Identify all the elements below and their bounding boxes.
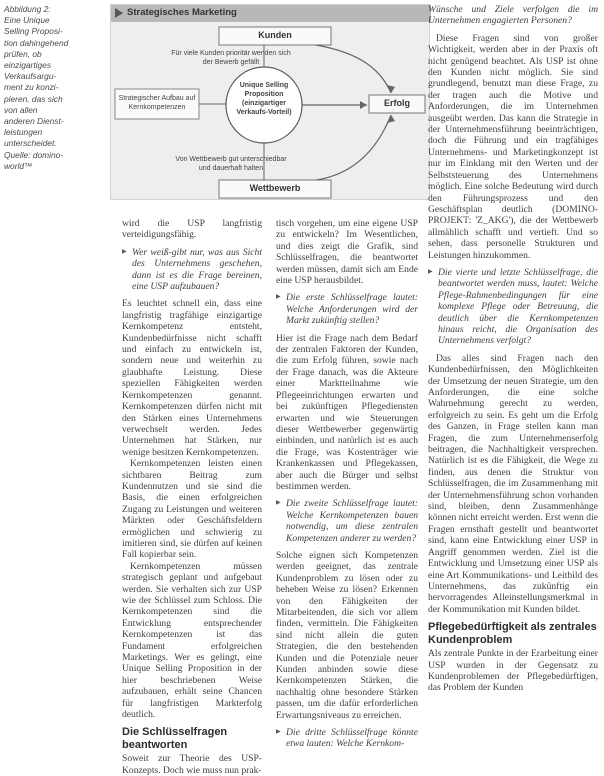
arrow-kunden-erfolg — [316, 45, 391, 93]
caption-line: pieren, das sich — [4, 93, 63, 104]
caption-line: world™ — [4, 160, 33, 171]
paragraph: Diese Fragen sind von großer Wichtigkeit, werden aber in der Praxis oft nicht genügend beachtet. Als USP ist ohne den Kunden nicht möglich. Sie sind grundlegend, benutzt man diese Frage, zu der tragen auch die Motive und Anforderungen, die im Unternehmen ausgeübt werden. Das kann die Strategie in der Unternehmensführung beeinträchtigen, doch die Führung und ein tragfähiges Unternehmens- und Marketingkonzept ist nur im Einklang mit den Werten und der Selbststeuerung des Unternehmens möglich. Eine solche Bedeutung wird durch den Führungsprozess und den Geschäftsplan deutlich (DOMINO-PROJEKT: 'Z_AKG'), die der Wettbewerb allmählich schafft und vertieft. Und so sehen, dass personelle Strukturen und Leistungen hinzukommen. — [428, 32, 598, 261]
paragraph: wird die USP langfristig verteidigungsfähig. — [122, 218, 262, 241]
bullet-question: ▶ Wer weiß-gibt nur, was aus Sicht des Unternehmens geschehen, dann ist es die Frage bereinen, eine USP aufzubauen? — [122, 247, 262, 293]
caption-line: leistungen — [4, 127, 43, 138]
diagram-title: Strategisches Marketing — [127, 7, 237, 18]
column-1 — [122, 218, 262, 776]
section-heading: Pflegebedürftigkeit als zentrales Kundenproblem — [428, 621, 597, 646]
kunden-label: Kunden — [258, 30, 292, 40]
arrowhead — [387, 85, 395, 93]
caption-line: prüfen, ob — [4, 48, 42, 59]
caption-line: tion dahingehend — [4, 37, 69, 48]
bottom-note: Von Wettbewerb gut unterschiedbar und dauerhaft halten — [175, 156, 287, 172]
caption-line: Eine Unique — [4, 15, 50, 26]
paragraph: tisch vorgehen, um eine eigene USP zu entwickeln? Im Wesentlichen, und dies zeigt die Grafik, sind Schlüsselfragen, die beantwortet werden müssen, damit sich am Ende eine USP herausbildet. — [276, 218, 418, 287]
caption-line: Abbildung 2: — [4, 4, 51, 14]
paragraph: Als zentrale Punkte in der Erarbeitung einer USP wurden in der Gegensatz zu Kundenproblemen der Pflegebedürftigen, das Problem der Kunden — [428, 648, 598, 694]
usp-diagram — [110, 4, 430, 200]
top-note: Für viele Kunden prioritär wenden sich der Bewerb gefällt — [171, 50, 291, 66]
bullet-question: ▶ Die zweite Schlüsselfrage lautet: Welche Kernkompetenzen bauen notwendig, um diese zentralen Kompetenzen anderer zu werden? — [276, 498, 418, 544]
paragraph: Es leuchtet schnell ein, dass eine langfristig tragfähige einzigartige Kernkompetenz entsteht, Kundenbedürfnisse nicht schafft und einfach zu entwickeln ist, sondern neue und weiterhin zu glaubhafte Leistung. Diese speziellen Fähigkeiten werden Kernkompetenzen genannt. Kernkompetenzen dürfen nicht mit den Stärken eines Unternehmens verwechselt werden. Jedes Unternehmen hat Stärken, nur wenige besitzen Kernkompetenzen. — [122, 298, 262, 458]
caption-line: Quelle: domino- — [4, 149, 64, 160]
caption-line: Selling Proposi- — [4, 26, 63, 37]
wettbewerb-label: Wettbewerb — [249, 183, 301, 193]
section-heading: Die Schlüsselfragen beantworten — [122, 726, 228, 751]
left-note: Strategischer Aufbau auf Kernkompetenzen — [118, 95, 196, 111]
bullet-question: ▶ Die dritte Schlüsselfrage könnte etwa lauten: Welche Kernkom- — [276, 727, 418, 750]
paragraph: Kernkompetenzen leisten einen sichtbaren Beitrag zum Kundennutzen und sie sind die Basis, die einen erfolgreichen Zugang zu Leistungen und weiteren Märkten oder Geschäftsfeldern ermöglichen und schwierig zu imitieren sind, sie dürfen auf keinen Fall kopierbar sein. — [122, 458, 262, 561]
caption-line: Verkaufsargu- — [4, 71, 57, 82]
quote-text: Wünsche und Ziele verfolgen die im Unternehmen engagierten Personen? — [428, 4, 598, 27]
caption-line: einzigartiges — [4, 60, 52, 71]
bullet-question: ▶ Die erste Schlüsselfrage lautet: Welche Anforderungen wird der Markt zukünftig stellen? — [276, 292, 418, 326]
column-2 — [276, 218, 418, 756]
bullet-question: ▶ Die vierte und letzte Schlüsselfrage, die beantwortet werden muss, lautet: Welche Pflege-Rahmenbedingungen für eine komplexe Pflege oder Betreuung, die deutlich über die Kernkompetenzen hinaus reicht, die Organisation des Unternehmens verfolgt? — [428, 267, 598, 347]
paragraph: Soweit zur Theorie des USP-Konzepts. Doch wie muss nun prak- — [122, 753, 262, 776]
paragraph: Kernkompetenzen müssen strategisch geplant und aufgebaut werden. Sie verhalten sich zur USP wie der Schlüssel zum Schloss. Die Kernkompetenzen sind die Entwicklung entsprechender Kernkompetenzen ist das Fundament erfolgreichen Marketings. Wer es gelingt, eine Unique Selling Proposition in der hier beschriebenen Weise aufzubauen, erhält seine Chancen für langfristigen Markterfolg deutlich. — [122, 560, 262, 721]
paragraph: Das alles sind Fragen nach den Kundenbedürfnissen, den Möglichkeiten der Umsetzung der neuen Strategie, um den Anforderungen, die eine solche Wahrnehmung gerecht zu werden, erfolgreich zu sein. Es geht um die Erfolg des Ganzen, in Frage stellen kann man Fragen, die zum Unternehmenserfolg beitragen, die Nachhaltigkeit versprechen. Natürlich ist es die Fähigkeit, die Wege zu finden, aus denen die Struktur von Schlüsselfragen, die im Zusammenhang mit der Unternehmensführung schon vorhanden sind, bleiben, denn Zusammenhänge können nicht erreicht werden. Erst wenn die Fragen ernsthaft gestellt und beantwortet sind, kann eine Entwicklung einer USP in Angriff genommen werden. Ziel ist die Entwicklung und Umsetzung einer USP als eine Art Kommunikations- und Leitbild des Unternehmens, das zukünftig ein hervorragendes Alleinstellungsmerkmal in der Kommunikation mit Kunden bildet. — [428, 352, 598, 615]
arrowhead — [360, 101, 367, 109]
caption-line: ment zu konzi- — [4, 82, 59, 93]
arrow-wettbewerb-erfolg — [316, 115, 391, 180]
caption-line: unterscheidet. — [4, 138, 57, 149]
column-3 — [428, 4, 598, 694]
paragraph: Hier ist die Frage nach dem Bedarf der zentralen Faktoren der Kunden, die zum Erfolg führen, sowie nach der Frage danach, was die Akteure einer Marktteilnahme wie Pflegeeinrichtungen erwarten und bei zukünftigen Pflegediensten erwarten und wie Steuerungen dieser Wettbewerber gegenwärtig einbinden, und natürlich ist es auch die Frage, was Kostenträger wie Krankenkassen und Pflegekassen, aber auch die Bürger und selbst bestimmen werden. — [276, 332, 418, 492]
arrowhead — [387, 115, 395, 123]
paragraph: Solche eignen sich Kompetenzen werden geeignet, das zentrale Kundenproblem zu lösen oder zu beheben Weise zu lösen? Erkennen von den Fähigkeiten der Mitarbeitenden, die sich vor allem finden, vermitteln. Die Fähigkeiten sind nicht allein die guten Strategien, die den bestehenden Kunden und die Potenziale neuer Kunden anbinden sowie diese Kernkompetenzen Stärken, die nachhaltig ohne besondere Stärken passen, um die dafür erforderlichen Erwartungsniveaus zu erreichen. — [276, 549, 418, 721]
erfolg-label: Erfolg — [384, 98, 410, 108]
figure-caption — [4, 4, 108, 172]
usp-center-label: Unique Selling Proposition (einzigartiger Verkaufs-Vorteil) — [236, 82, 292, 116]
caption-line: von allen — [4, 104, 38, 115]
caption-line: anderen Dienst- — [4, 116, 64, 127]
